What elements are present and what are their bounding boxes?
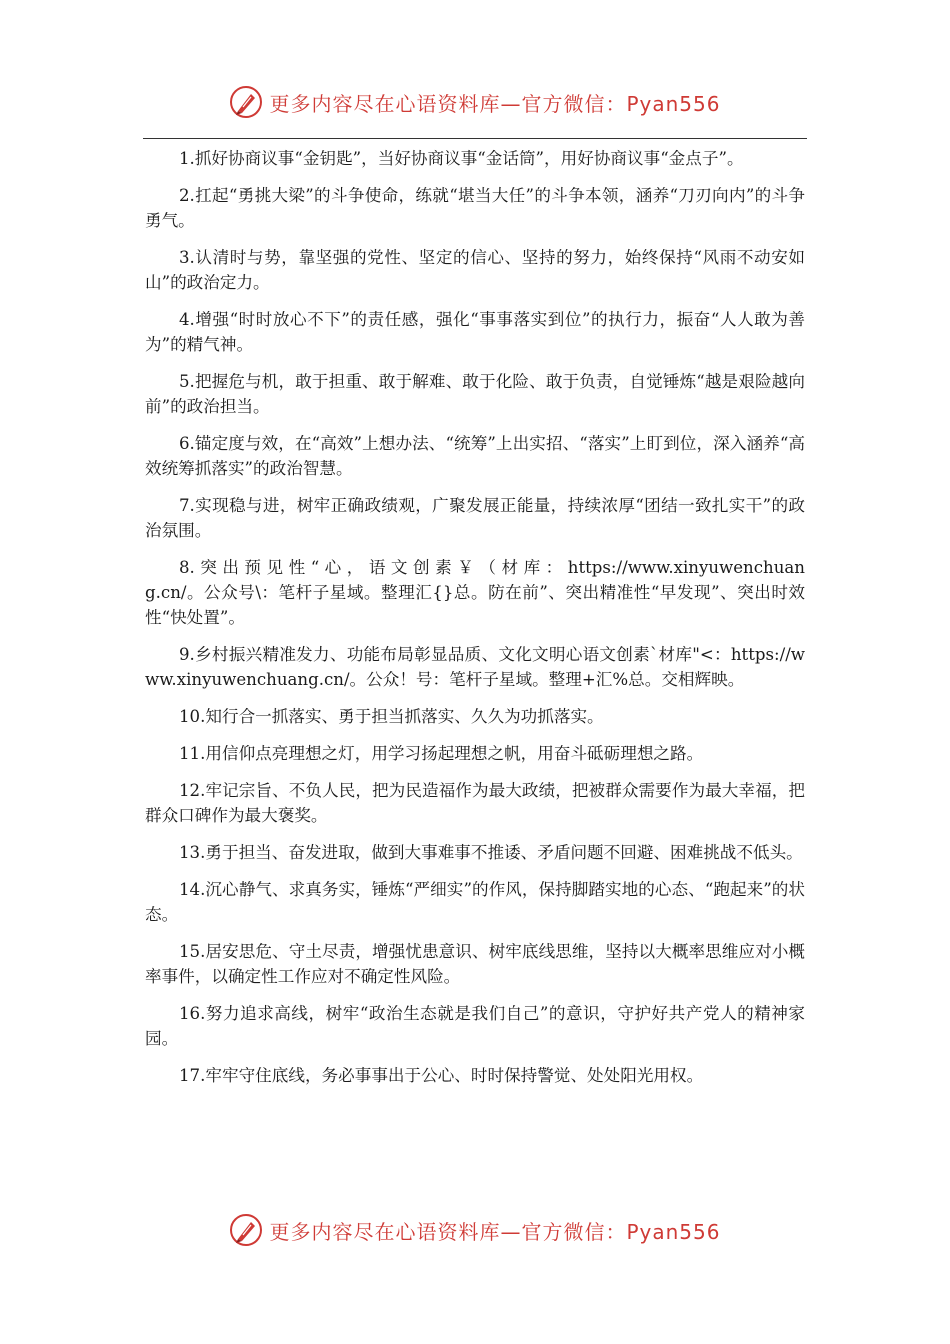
- list-item: 2.扛起“勇挑大梁”的斗争使命，练就“堪当大任”的斗争本领，涵养“刀刃向内”的斗争勇气。: [145, 186, 805, 230]
- list-item: 8. 突 出 预 见 性 “ 心 ， 语 文 创 素 ￥ （ 材 库 ： https://www.xinyuwenchuang.cn/。公众号\：笔杆子星域。整理汇{}总。防在前”、突出精准性“早发现”、突出时效性“快处置”。: [145, 558, 805, 627]
- footer-banner: [0, 1208, 950, 1252]
- list-item: 12.牢记宗旨、不负人民，把为民造福作为最大政绩，把被群众需要作为最大幸福，把群众口碑作为最大褒奖。: [145, 781, 805, 825]
- pen-nib-logo-icon: [229, 85, 263, 119]
- list-item: 6.锚定度与效，在“高效”上想办法、“统筹”上出实招、“落实”上盯到位，深入涵养“高效统筹抓落实”的政治智慧。: [145, 434, 805, 478]
- list-item: 17.牢牢守住底线，务必事事出于公心、时时保持警觉、处处阳光用权。: [179, 1066, 704, 1085]
- list-item: 3.认清时与势，靠坚强的党性、坚定的信心、坚持的努力，始终保持“风雨不动安如山”的政治定力。: [145, 248, 805, 292]
- list-item: 14.沉心静气、求真务实，锤炼“严细实”的作风，保持脚踏实地的心态、“跑起来”的状态。: [145, 880, 805, 924]
- footer-banner-text: 更多内容尽在心语资料库—官方微信：Pyan556: [269, 1219, 721, 1244]
- header-divider: [143, 138, 807, 139]
- list-item: 13.勇于担当、奋发进取，做到大事难事不推诿、矛盾问题不回避、困难挑战不低头。: [179, 843, 803, 862]
- list-item: 1.抓好协商议事“金钥匙”，当好协商议事“金话筒”，用好协商议事“金点子”。: [179, 149, 744, 168]
- pen-nib-logo-icon: [229, 1213, 263, 1247]
- list-item: 9.乡村振兴精准发力、功能布局彰显品质、文化文明心语文创素`材库"<：https://www.xinyuwenchuang.cn/。公众！号：笔杆子星域。整理+汇%总。交相辉映。: [145, 645, 805, 689]
- list-item: 15.居安思危、守土尽责，增强忧患意识、树牢底线思维，坚持以大概率思维应对小概率事件，以确定性工作应对不确定性风险。: [145, 942, 805, 986]
- list-item: 4.增强“时时放心不下”的责任感，强化“事事落实到位”的执行力，振奋“人人敢为善为”的精气神。: [145, 310, 805, 354]
- list-item: 5.把握危与机，敢于担重、敢于解难、敢于化险、敢于负责，自觉锤炼“越是艰险越向前”的政治担当。: [145, 372, 805, 416]
- list-item: 11.用信仰点亮理想之灯，用学习扬起理想之帆，用奋斗砥砺理想之路。: [179, 744, 704, 763]
- list-item: 7.实现稳与进，树牢正确政绩观，广聚发展正能量，持续浓厚“团结一致扎实干”的政治氛围。: [145, 496, 805, 540]
- list-item: 16.努力追求高线，树牢“政治生态就是我们自己”的意识，守护好共产党人的精神家园。: [145, 1004, 805, 1048]
- list-item: 10.知行合一抓落实、勇于担当抓落实、久久为功抓落实。: [179, 707, 604, 726]
- document-body: [145, 146, 805, 1100]
- header-banner: [0, 80, 950, 124]
- header-banner-text: 更多内容尽在心语资料库—官方微信：Pyan556: [269, 91, 721, 116]
